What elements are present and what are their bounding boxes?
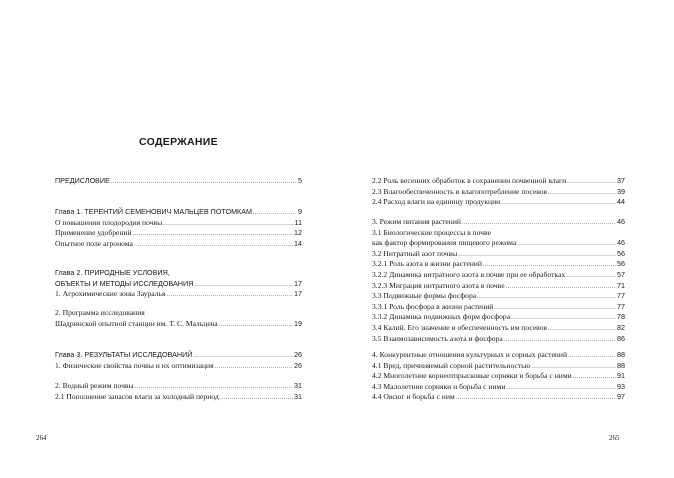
toc-entry-title: 2.1 Пополнение запасов влаги за холодный период	[55, 391, 219, 401]
toc-entry-title: Глава 2. ПРИРОДНЫЕ УСЛОВИЯ,	[55, 268, 170, 277]
toc-entry-page: 77	[617, 301, 625, 311]
toc-entry-page: 37	[617, 176, 625, 185]
toc-entry	[372, 238, 625, 249]
toc-dot-leader	[166, 290, 293, 301]
toc-entry-page: 17	[294, 278, 302, 288]
toc-entry	[372, 382, 625, 393]
toc-entry-page: 71	[617, 280, 625, 290]
toc-entry	[55, 308, 302, 319]
toc-entry-page: 56	[617, 248, 625, 258]
toc-heading: СОДЕРЖАНИЕ	[139, 136, 218, 148]
toc-dot-leader	[220, 393, 293, 404]
toc-entry	[372, 361, 625, 372]
toc-entry-title: ОБЪЕКТЫ И МЕТОДЫ ИССЛЕДОВАНИЯ	[55, 278, 194, 288]
toc-entry-title: как фактор формирования пищевого режима	[372, 238, 517, 248]
toc-entry	[55, 218, 302, 229]
toc-dot-leader	[456, 393, 616, 404]
toc-entry-page: 11	[294, 217, 302, 227]
toc-entry-page: 14	[294, 238, 302, 248]
toc-entry-title: 2. Программа исследования	[55, 308, 145, 317]
toc-entry-title: ПРЕДИСЛОВИЕ	[55, 176, 110, 185]
toc-entry	[372, 259, 625, 270]
toc-entry-page: 17	[294, 289, 302, 299]
toc-group-chapter-3	[55, 350, 302, 371]
toc-entry	[372, 302, 625, 313]
toc-entry	[372, 270, 625, 281]
toc-entry-page: 56	[617, 259, 625, 269]
toc-entry-page: 9	[298, 207, 302, 216]
toc-entry-title: 4. Конкурентные отношения культурных и сорных растений	[372, 350, 568, 359]
toc-dot-leader	[134, 240, 293, 251]
toc-entry	[372, 197, 625, 208]
toc-dot-leader	[573, 372, 616, 383]
toc-entry	[55, 207, 302, 218]
toc-entry-title: 1. Физические свойства почвы и их оптимизация	[55, 360, 214, 370]
toc-group-program	[55, 308, 302, 329]
toc-entry-title: 2.3 Влагообеспеченность и влагопотребление посевов	[372, 186, 548, 196]
toc-group-chapter-2	[55, 268, 302, 300]
toc-entry-title: 3.4 Калий. Его значение и обеспеченность им посевов	[372, 322, 548, 332]
toc-entry-title: О повышении плодородия почвы	[55, 217, 163, 227]
toc-entry	[55, 392, 302, 403]
toc-dot-leader	[517, 239, 616, 250]
toc-entry-title: 3.5 Взаимозависимость азота и фосфора	[372, 333, 503, 343]
toc-entry-title: 1. Агрохимические зоны Зауралья	[55, 289, 166, 299]
toc-entry-title: 3. Режим питания растений	[372, 217, 461, 226]
toc-entry	[372, 217, 625, 228]
toc-entry	[372, 291, 625, 302]
toc-entry-title: 4.3 Малолетние сорняки и борьба с ними	[372, 381, 506, 391]
toc-entry	[372, 312, 625, 323]
toc-entry-page: 88	[617, 360, 625, 370]
toc-group-water-regime	[55, 381, 302, 402]
toc-entry	[55, 319, 302, 330]
toc-entry	[372, 323, 625, 334]
toc-entry	[55, 268, 302, 279]
toc-group-nutrition	[372, 217, 625, 344]
toc-entry	[372, 392, 625, 403]
page-number-right: 265	[609, 434, 620, 442]
toc-entry-page: 26	[294, 350, 302, 359]
toc-dot-leader	[194, 280, 293, 291]
toc-entry	[372, 281, 625, 292]
toc-dot-leader	[215, 362, 293, 373]
toc-entry-page: 91	[617, 371, 625, 381]
toc-entry-page: 31	[294, 381, 302, 390]
toc-entry-title: 4.4 Овсюг и борьба с ним	[372, 392, 455, 402]
toc-entry-page: 93	[617, 381, 625, 391]
toc-entry	[55, 361, 302, 372]
toc-entry	[372, 350, 625, 361]
toc-entry	[372, 187, 625, 198]
toc-dot-leader	[133, 229, 293, 240]
toc-entry-title: 3.3 Подвижные формы фосфора	[372, 291, 477, 301]
toc-dot-leader	[163, 219, 293, 230]
toc-group-chapter-1	[55, 207, 302, 249]
right-page	[337, 0, 674, 478]
toc-entry	[372, 334, 625, 345]
toc-entry	[372, 176, 625, 187]
toc-dot-leader	[548, 324, 616, 335]
toc-entry-page: 77	[617, 291, 625, 301]
toc-entry-title: Опытное поле агронома	[55, 238, 133, 248]
toc-dot-leader	[501, 198, 616, 209]
toc-entry	[372, 371, 625, 382]
toc-dot-leader	[504, 335, 616, 346]
toc-entry-title: 3.2.3 Миграция нитратного азота в почве	[372, 280, 505, 290]
toc-entry-title: 3.1 Биологические процессы в почве	[372, 227, 491, 237]
toc-entry-title: 3.2 Нитратный азот почвы	[372, 248, 458, 258]
toc-entry-page: 12	[294, 228, 302, 238]
toc-entry	[372, 249, 625, 260]
toc-entry-page: 26	[294, 360, 302, 370]
toc-entry-title: 4.2 Многолетние корнеотпрысковые сорняки и борьба с ними	[372, 371, 572, 381]
toc-entry-page: 78	[617, 312, 625, 322]
toc-entry-page: 44	[617, 197, 625, 207]
toc-entry-page: 57	[617, 269, 625, 279]
toc-entry-title: 3.3.2 Динамика подвижных форм фосфора	[372, 312, 511, 322]
toc-entry	[55, 381, 302, 392]
toc-entry-page: 88	[617, 350, 625, 359]
toc-entry-title: 3.2.1 Роль азота в жизни растений	[372, 259, 482, 269]
toc-entry-page: 82	[617, 322, 625, 332]
toc-dot-leader	[506, 282, 616, 293]
toc-dot-leader	[567, 177, 616, 188]
toc-group-preface	[55, 176, 302, 187]
toc-entry-title: 4.1 Вред, причиняемый сорной растительностью	[372, 360, 531, 370]
toc-entry-page: 31	[294, 391, 302, 401]
toc-entry-title: 2. Водный режим почвы	[55, 381, 134, 390]
toc-entry	[372, 228, 625, 239]
toc-dot-leader	[219, 320, 293, 331]
toc-entry-page: 86	[617, 333, 625, 343]
toc-dot-leader	[568, 351, 616, 362]
toc-entry	[55, 239, 302, 250]
page-number-left: 264	[36, 434, 47, 442]
toc-dot-leader	[506, 383, 616, 394]
toc-entry-page: 5	[298, 176, 302, 185]
toc-entry	[55, 176, 302, 187]
toc-dot-leader	[477, 292, 616, 303]
toc-entry	[55, 289, 302, 300]
toc-entry	[55, 228, 302, 239]
toc-entry-page: 19	[294, 318, 302, 328]
toc-entry-title: Шадринской опытной станции им. Т. С. Мальцева	[55, 318, 218, 328]
toc-dot-leader	[111, 177, 297, 188]
toc-entry	[55, 279, 302, 290]
toc-entry-title: Глава 3. РЕЗУЛЬТАТЫ ИССЛЕДОВАНИЙ	[55, 350, 193, 359]
toc-dot-leader	[548, 188, 616, 199]
toc-entry-page: 97	[617, 392, 625, 402]
toc-entry-title: 3.3.1 Роль фосфора в жизни растений	[372, 301, 494, 311]
toc-entry-title: Применение удобрений	[55, 228, 132, 238]
toc-group-moisture	[372, 176, 625, 208]
toc-entry-title: 2.4 Расход влаги на единицу продукции	[372, 197, 501, 207]
toc-dot-leader	[253, 208, 297, 219]
toc-entry	[55, 350, 302, 361]
toc-entry-title: 3.2.2 Динамика нитратного азота в почве при ее обработках	[372, 269, 566, 279]
toc-dot-leader	[494, 303, 616, 314]
toc-entry-title: 2.2 Роль весенних обработок в сохранении почвенной влаги	[372, 176, 567, 185]
toc-entry-page: 46	[617, 217, 625, 226]
toc-group-weeds	[372, 350, 625, 403]
toc-entry-title: Глава 1. ТЕРЕНТИЙ СЕМЕНОВИЧ МАЛЬЦЕВ ПОТОМКАМ	[55, 207, 253, 216]
toc-entry-page: 39	[617, 186, 625, 196]
toc-dot-leader	[566, 271, 616, 282]
toc-entry-page: 46	[617, 238, 625, 248]
